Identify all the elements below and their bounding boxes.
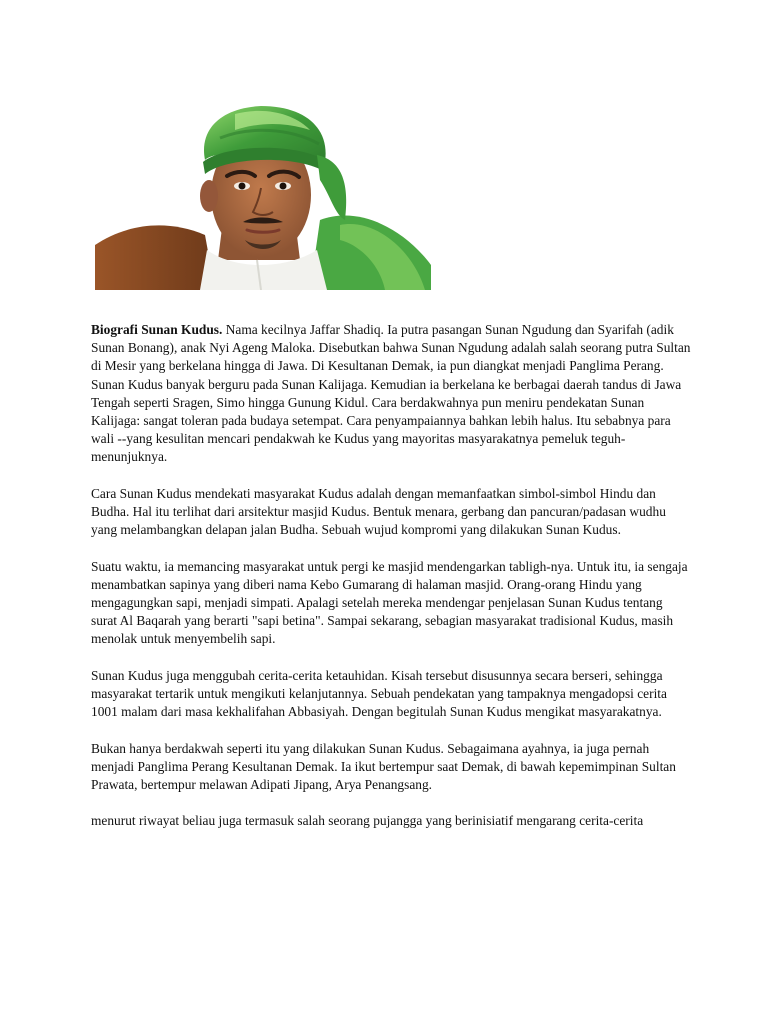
portrait-image [95, 100, 431, 290]
paragraph-warfare: Bukan hanya berdakwah seperti itu yang dilakukan Sunan Kudus. Sebagaimana ayahnya, ia juga pernah menjadi Panglima Perang Kesultanan Demak. Ia ikut bertempur saat Demak, di bawah kepemimpinan Sultan Prawata, bertempur melawan Adipati Jipang, Arya Penangsang. [91, 740, 676, 793]
paragraph-symbols: Cara Sunan Kudus mendekati masyarakat Kudus adalah dengan memanfaatkan simbol-simbol Hindu dan Budha. Hal itu terlihat dari arsitektur masjid Kudus. Bentuk menara, gerbang dan pancuran/padasan wudhu yang melambangkan delapan jalan Budha. Sebuah wujud kompromi yang dilakukan Sunan Kudus. [91, 485, 666, 538]
article-heading: Biografi Sunan Kudus. [91, 322, 223, 337]
portrait-illustration [95, 100, 431, 290]
intro-paragraph [91, 321, 691, 467]
paragraph-stories: Sunan Kudus juga menggubah cerita-cerita ketauhidan. Kisah tersebut disusunnya secara berseri, sehingga masyarakat tertarik untuk mengikuti kelanjutannya. Sebuah pendekatan yang tampaknya mengadopsi cerita 1001 malam dari masa kekhalifahan Abbasiyah. Dengan begitulah Sunan Kudus mengikat masyarakatnya. [91, 667, 667, 720]
intro-text: Nama kecilnya Jaffar Shadiq. Ia putra pasangan Sunan Ngudung dan Syarifah (adik Sunan Bonang), anak Nyi Ageng Maloka. Disebutkan bahwa Sunan Ngudung adalah salah seorang putra Sultan di Mesir yang berkelana hingga di Jawa. Di Kesultanan Demak, ia pun diangkat menjadi Panglima Perang. Sunan Kudus banyak berguru pada Sunan Kalijaga. Kemudian ia berkelana ke berbagai daerah tandus di Jawa Tengah seperti Sragen, Simo hingga Gunung Kidul. Cara berdakwahnya pun meniru pendekatan Sunan Kalijaga: sangat toleran pada budaya setempat. Cara penyampaiannya bahkan lebih halus. Itu sebabnya para wali --yang kesulitan mencari pendakwah ke Kudus yang mayoritas masyarakatnya pemeluk teguh-menunjuknya. [91, 322, 691, 465]
paragraph-cow: Suatu waktu, ia memancing masyarakat untuk pergi ke masjid mendengarkan tabligh-nya. Untuk itu, ia sengaja menambatkan sapinya yang diberi nama Kebo Gumarang di halaman masjid. Orang-orang Hindu yang mengagungkan sapi, menjadi simpati. Apalagi setelah mereka mendengar penjelasan Sunan Kudus tentang surat Al Baqarah yang berarti "sapi betina". Sampai sekarang, sebagian masyarakat tradisional Kudus, masih menolak untuk menyembelih sapi. [91, 558, 688, 647]
article-body [91, 321, 691, 849]
paragraph-poet: menurut riwayat beliau juga termasuk salah seorang pujangga yang berinisiatif mengarang cerita-cerita [91, 813, 644, 829]
